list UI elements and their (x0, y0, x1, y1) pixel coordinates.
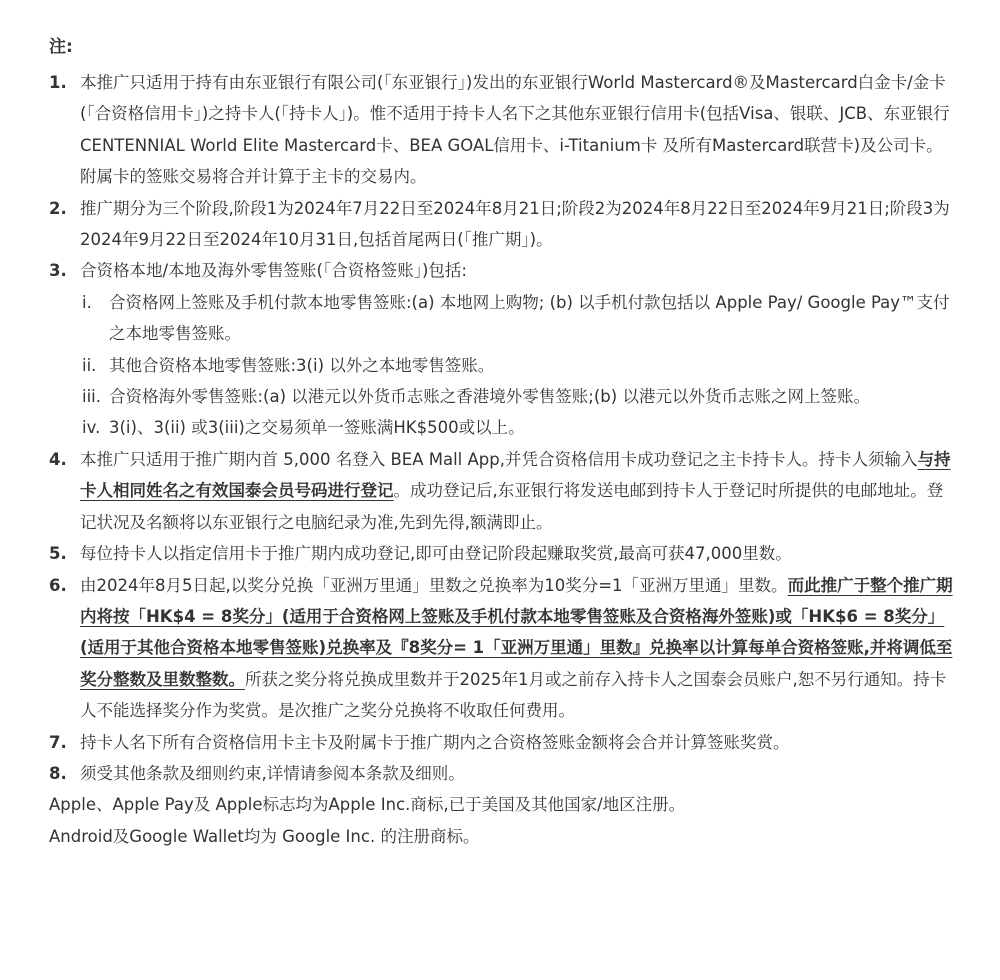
term-item-4 (49, 444, 954, 538)
terms-list (49, 67, 954, 789)
term-number: 1. (49, 73, 67, 92)
trademark-apple: Apple、Apple Pay及 Apple标志均为Apple Inc.商标,已于美国及其他国家/地区注册。 (49, 795, 686, 815)
sub-term-item (80, 350, 954, 381)
trademark-google: Android及Google Wallet均为 Google Inc. 的注册商标。 (49, 826, 480, 846)
term-text: 持卡人名下所有合资格信用卡主卡及附属卡于推广期内之合资格签账金额将会合并计算签账奖赏。 (80, 732, 790, 752)
term-number: 4. (49, 449, 67, 469)
term-item-5 (49, 538, 954, 569)
term-number: 5. (49, 544, 67, 564)
sub-term-number: iv. (82, 418, 101, 438)
sub-terms-list (80, 287, 954, 444)
sub-term-text: 其他合资格本地零售签账:3(i) 以外之本地零售签账。 (109, 355, 495, 375)
sub-term-text: 合资格网上签账及手机付款本地零售签账:(a) 本地网上购物; (b) 以手机付款包括以 Apple Pay/ Google Pay™支付之本地零售签账。 (109, 292, 950, 344)
term-text: 所获之奖分将兑换成里数并于2025年1月或之前存入持卡人之国泰会员账户,恕不另行通知。持卡人不能选择奖分作为奖赏。是次推广之奖分兑换将不收取任何费用。 (80, 669, 947, 721)
trademark-footer (49, 789, 954, 852)
sub-term-text: 3(i)、3(ii) 或3(iii)之交易须单一签账满HK$500或以上。 (109, 418, 525, 438)
term-text: 由2024年8月5日起,以奖分兑换「亚洲万里通」里数之兑换率为10奖分=1「亚洲万里通」里数。 (80, 575, 788, 595)
term-text: 推广期分为三个阶段,阶段1为2024年7月22日至2024年8月21日;阶段2为2024年8月22日至2024年9月21日;阶段3为2024年9月22日至2024年10月31日,包括首尾两日(「推广期」)。 (80, 198, 950, 250)
term-text: 。成功登记后,东亚银行将发送电邮到持卡人于登记时所提供的电邮地址。登记状况及名额将以东亚银行之电脑纪录为准,先到先得,额满即止。 (80, 481, 944, 532)
term-item-8 (49, 758, 954, 789)
sub-term-item (80, 381, 954, 412)
term-text: 本推广只适用于推广期内首 5,000 名登入 BEA Mall App,并凭合资格信用卡成功登记之主卡持卡人。持卡人须输入 (80, 449, 918, 469)
term-emphasis: 与持卡人相同姓名之有效国泰会员号码进行登记 (80, 449, 951, 501)
term-text: 须受其他条款及细则约束,详情请参阅本条款及细则。 (80, 763, 465, 783)
term-text: 合资格本地/本地及海外零售签账(「合资格签账」)包括: (80, 261, 467, 281)
term-number: 8. (49, 763, 67, 783)
sub-term-number: ii. (82, 355, 97, 375)
sub-term-text: 合资格海外零售签账:(a) 以港元以外货币志账之香港境外零售签账;(b) 以港元以外货币志账之网上签账。 (109, 387, 870, 407)
sub-term-number: i. (82, 292, 92, 312)
sub-term-item (80, 287, 954, 350)
term-number: 2. (49, 198, 67, 218)
term-text: 每位持卡人以指定信用卡于推广期内成功登记,即可由登记阶段起赚取奖赏,最高可获47,000里数。 (80, 544, 792, 564)
term-number: 3. (49, 261, 67, 281)
term-item-7 (49, 727, 954, 758)
term-number: 7. (49, 732, 67, 752)
term-item-1 (49, 67, 954, 193)
term-emphasis: 而此推广于整个推广期内将按「HK$4 = 8奖分」(适用于合资格网上签账及手机付款本地零售签账及合资格海外签账)或「HK$6 = 8奖分」(适用于其他合资格本地零售签账)兑换率及『8奖分= 1「亚洲万里通」里数』兑换率以计算每单合资格签账,并将调低至奖分整数及里数整数。 (80, 575, 953, 689)
note-title: 注: (49, 37, 73, 57)
term-item-3 (49, 255, 954, 443)
term-item-2 (49, 193, 954, 256)
sub-term-number: iii. (82, 387, 101, 407)
sub-term-item (80, 412, 954, 443)
term-text: 本推广只适用于持有由东亚银行有限公司(「东亚银行」)发出的东亚银行World Mastercard®及Mastercard白金卡/金卡(「合资格信用卡」)之持卡人(「持卡人」)。惟不适用于持卡人名下之其他东亚银行信用卡(包括Visa、银联、JCB、东亚银行CENTENNIAL World Elite Mastercard卡、BEA GOAL信用卡、i-Titanium卡 及所有Mastercard联营卡)及公司卡。附属卡的签账交易将合并计算于主卡的交易内。 (80, 73, 950, 187)
term-number: 6. (49, 575, 67, 595)
term-item-6 (49, 570, 954, 727)
